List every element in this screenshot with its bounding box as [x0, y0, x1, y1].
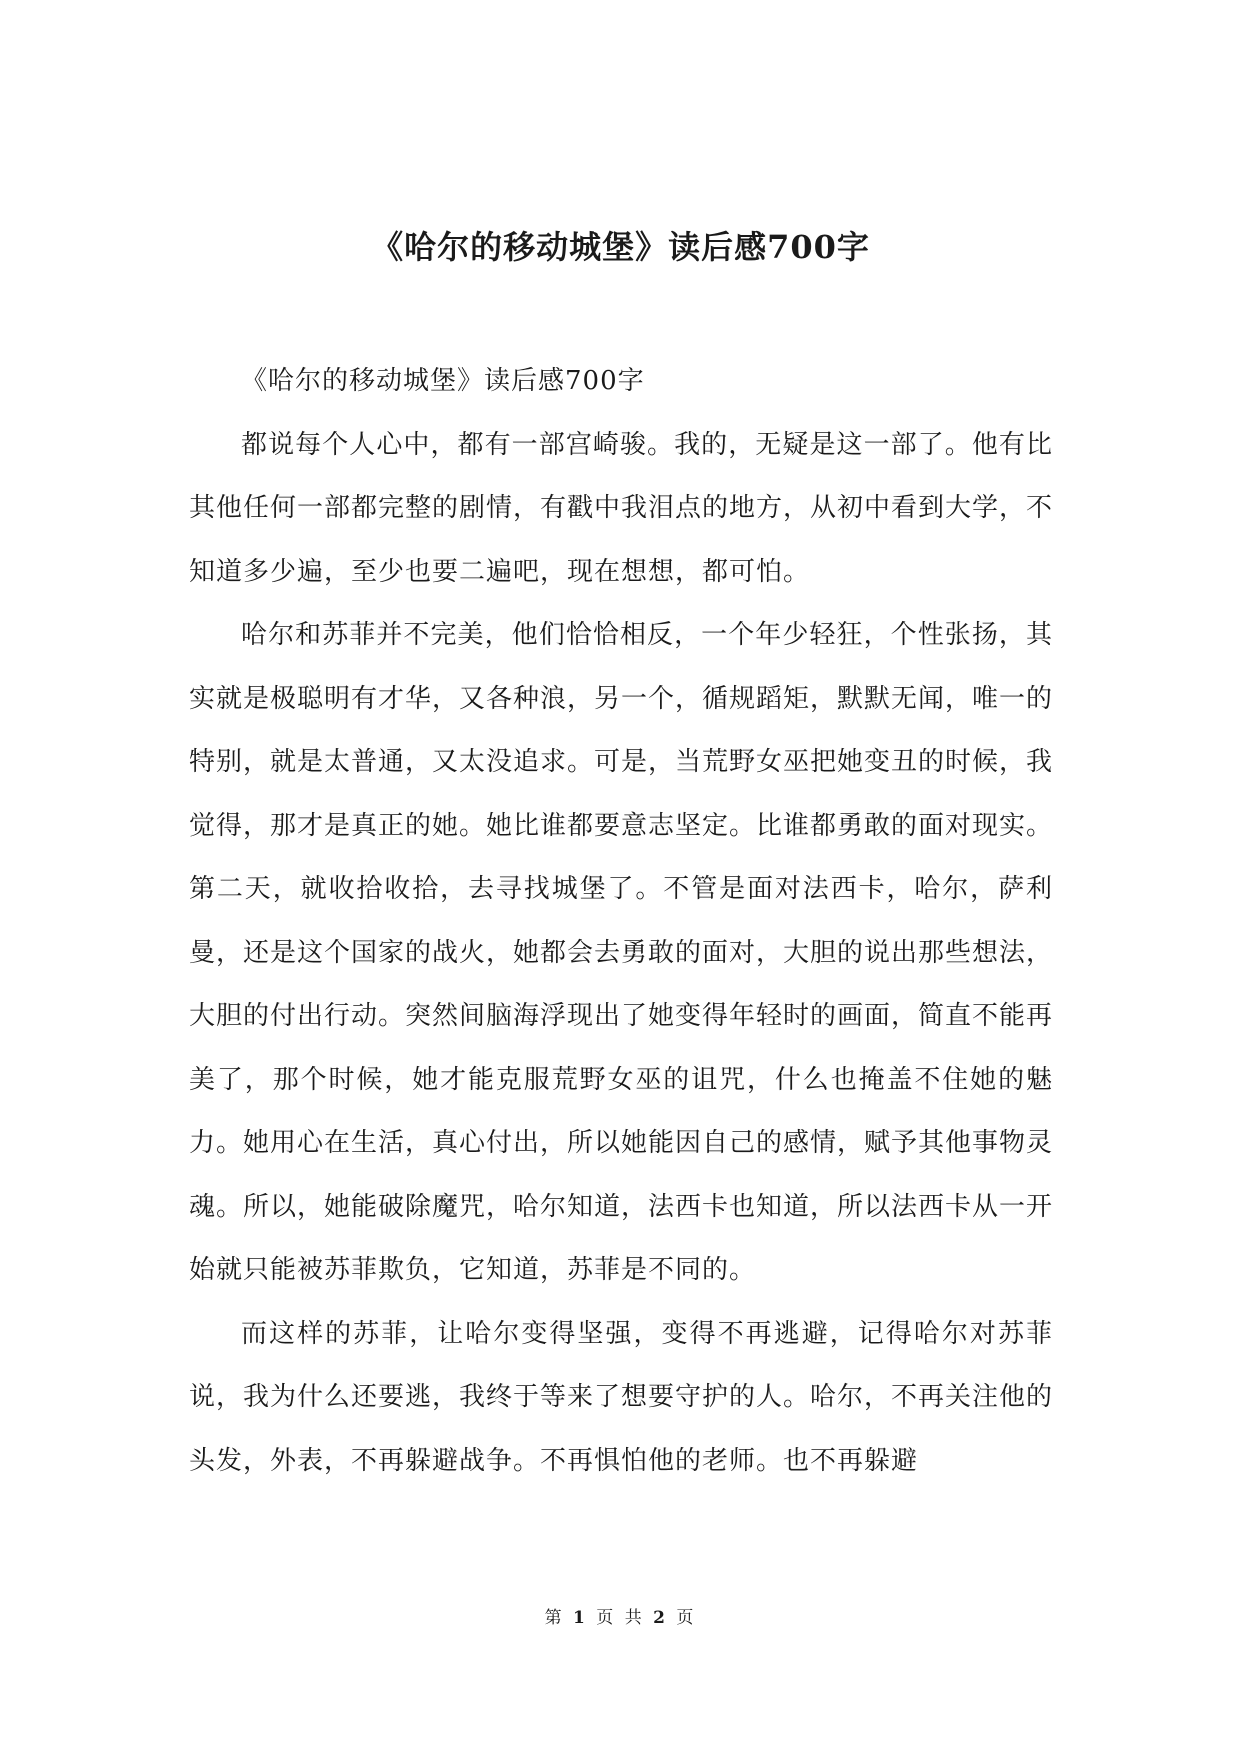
paragraph-3: 而这样的苏菲，让哈尔变得坚强，变得不再逃避，记得哈尔对苏菲说，我为什么还要逃，我终于等来了想要守护的人。哈尔，不再关注他的头发，外表，不再躲避战争。不再惧怕他的老师。也不再躲避	[189, 1318, 1054, 1476]
paragraph-2: 哈尔和苏菲并不完美，他们恰恰相反，一个年少轻狂，个性张扬，其实就是极聪明有才华，又各种浪，另一个，循规蹈矩，默默无闻，唯一的特别，就是太普通，又太没追求。可是，当荒野女巫把她变丑的时候，我觉得，那才是真正的她。她比谁都要意志坚定。比谁都勇敢的面对现实。第二天，就收拾收拾，去寻找城堡了。不管是面对法西卡，哈尔，萨利曼，还是这个国家的战火，她都会去勇敢的面对，大胆的说出那些想法，大胆的付出行动。突然间脑海浮现出了她变得年轻时的画面，简直不能再美了，那个时候，她才能克服荒野女巫的诅咒，什么也掩盖不住她的魅力。她用心在生活，真心付出，所以她能因自己的感情，赋予其他事物灵魂。所以，她能破除魔咒，哈尔知道，法西卡也知道，所以法西卡从一开始就只能被苏菲欺负，它知道，苏菲是不同的。	[189, 620, 1054, 1285]
footer-prefix: 第	[544, 1608, 565, 1628]
footer-suffix: 页	[676, 1608, 697, 1628]
document-body	[189, 350, 1053, 1493]
paragraph-1: 都说每个人心中，都有一部宫崎骏。我的，无疑是这一部了。他有比其他任何一部都完整的剧情，有戳中我泪点的地方，从初中看到大学，不知道多少遍，至少也要二遍吧，现在想想，都可怕。	[189, 429, 1054, 587]
footer-middle: 页 共	[596, 1608, 645, 1628]
footer-total-pages: 2	[653, 1608, 668, 1628]
paragraph-subtitle: 《哈尔的移动城堡》读后感700字	[241, 366, 645, 396]
footer-current-page: 1	[573, 1608, 588, 1628]
document-title: 《哈尔的移动城堡》读后感700字	[371, 228, 870, 266]
page-footer	[0, 1606, 1241, 1630]
